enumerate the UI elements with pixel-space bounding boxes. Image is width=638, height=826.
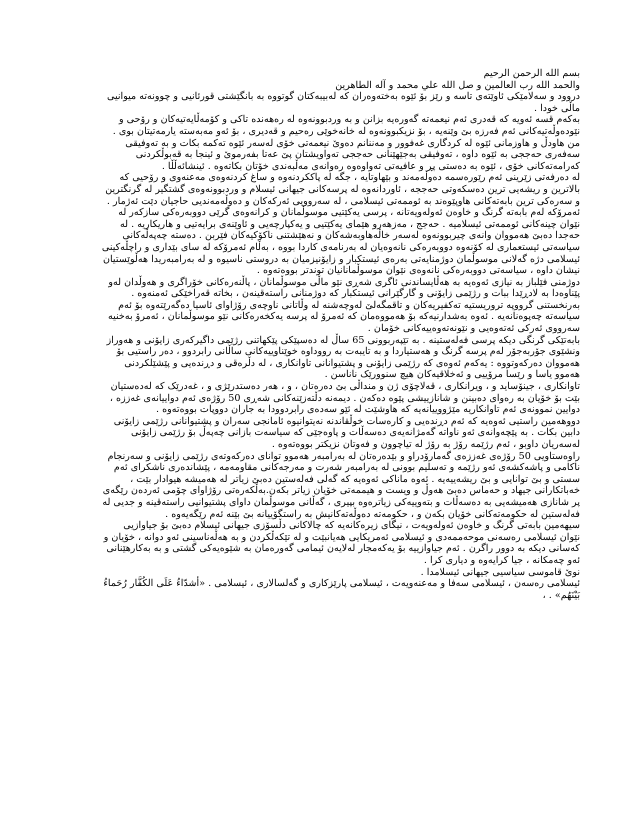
paragraph: بەکەم قسە ئەویە کە قەدری ئەم نیعمەتە گەورەیە بزانن و بە وردبوونەوە لە رەهەندە تاکی و کۆمەڵایەتیەکان و رۆحی و نێودەوڵەتیەکانی ئەم فەرزە بێ وێنەیە ، بۆ نزیکبوونەوە لە خانەخوێی رەحیم و قەدیری ، بۆ ئەو مەبەستە یارمەتیتان بوی . xyxy=(112,114,580,137)
closing-paragraph: ئیسلامی رەسەن ، ئیسلامی سەفا و مەعنەویەت ، ئیسلامی پارێزکاری و گەلسالاری ، ئیسلامی . «أشدّاءُ عَلَى الكُفَّار رُحَماءُ بَيْنَهُم» . ، xyxy=(103,578,580,601)
paragraph: نوێ قاموسی سیاسیی جیهانی ئیسلامدا . xyxy=(420,566,580,578)
paragraph: لە دەرفەتی زێرینی ئەم رێورەسمە دەوڵەمەند و بێهاوتایە ، جگە لە پاککردنەوە و ساغ کردنەوەی مەعنەوی و رۆحیی کە بالاترین و ریشەیی ترین دەسکەوتی حەججە ، ئاوردانەوە لە پرسەکانی جیهانی ئیسلام و وردبوونەوەی گشتگیر لە گرنگترین و سەرەکی ترین بابەتەکانی هاوپێوەند بە ئوممەتی ئیسلامی ، لە سەروویی ئەرکەکان و دەوڵەمەندیی حاجیان دێت ئەژمار . xyxy=(105,172,580,207)
paragraph: راوەستاویی 50 رۆژەی غەززەی گەمارۆدراو و بێدەرەتان لە بەرامبەر هەموو توانای دەرکەوتەی رژێمی زایۆنی و سەرنجام ناکامی و پاشەکشەی ئەو رژێمە و تەسلیم بوونی لە بەرامبەر شەرت و مەرجەکانی مقاومەمە ، پێشاندەری ناشکرای ئەم سستی و بێ توانایی و بێ ریشەییەیە . ئەوە ماناکی ئەوەیە کە گەلی فەلەستین دەبێ زیاتر لە هەمیشە هیوادار بێت ، خەباتکارانی جیهاد و حەماس دەبێ هەوڵ و ویست و هیممەتی خۆیان زیاتر بکەن.بەڵکەرەتی رۆژاوای چۆمی ئەردەن رێگەی پر شانازی هەمیشەیی بە دەسەڵات و بتەوییەکی زیاترەوە بپیری ، گەڵانی موسوڵمان داوای پشتیوانیی راستەقینە و جدیی لە فەلەستین لە حکومەتەکانی خۆیان بکەن و ، حکومەتە دەوڵەتەکانیش بە راستگۆییانە بێ بێنە ئەم رێگەیەوە . xyxy=(102,450,580,520)
paragraph: من هاودڵ و هاوزمانی ئێوە لە کردگاری غەفوور و مەننانم دەوێ نیعمەتی خۆی لەسەر ئێوە تەکمە بکات و بە تەوفیقی سەفەری حەججی بە ئێوە داوە ، تەوفیقی بەجێهێنانی حەججی تەواویشتان پێ عەتا بفەرموێ و ئینجا بە قەبوڵکردنی کەرامەتەکانی خۆی ، ئێوە بە دەستی پڕ و عافیەتی تەواوەوە رەوانەی مەڵبەندی خۆتان بکاتەوە . ئینشائەڵڵا . xyxy=(125,137,580,172)
praise-line: والحمد الله رب العالمين و صل الله علي محمد و آله الطاهرين xyxy=(335,79,580,91)
paragraph: دووهەمین راستیی ئەوەیە کە ئەم دڕندەیی و کارەسات خوڵقاندنە نەیتوانیوە ئامانجی سەران و پشتیوانانی رژێمی زایۆنی دابین بکات . بە پێچەوانەی ئەو ناواتە گەمژانەیەی دەسەڵات و پاوەجێی کە سیاسەت بازانی چەپەڵ بۆ رژێمی زایۆنی لەسەریان داوبو ، ئەم رژێمە رۆژ بە رۆژ لە تیاچوون و فەوتان نزیکتر بووەتەوە . xyxy=(113,415,580,450)
paragraph: تاوانکاری ، جینۆساید و ، ویرانکاری ، قەلاچۆی ژن و منداڵی بێ دەرەتان ، و ، هەر دەستدرێژی و ، غەدرێک کە لەدەستیان بێت بۆ خۆیان بە رەوای دەبینن و شانازییشی پێوە دەکەن . دیمەنە دڵتەزێنەکانی شەڕی 50 رۆژەی ئەم دواییانەی غەززە ، دوایین نموونەی ئەم تاوانکاریە مێژووییانەیە کە هاوشێت لە ئێو سەدەی رابردوودا بە جاران دووپات بووەتەوە . xyxy=(109,381,580,416)
paragraph: بابەتێکی گرنگی دیکە پرسی فەلەستینە . بە تێپەربوونی 65 ساڵ لە دەسپێکی پێکهاتنی رژێمی داگیرکەری زایۆنی و هەوراز ونشێوی جۆربەجۆر لەم پرسە گرنگ و هەستیاردا و بە تایبەت بە رووداوە خوێناوییەکانی ساڵانی رابردوو ، دەر راستیی بۆ هەمووان دەرکەوتووە : یەکەم ئەوەی کە رژێمی زایۆنی و پشتیوانانی تاوانکاری ، لە دڵرەقی و دڕندەیی و پێشێلکردنی هەموو یاسا و رێسا مرۆییی و ئەخلاقیەکان هیچ سنوورێک ناناسن . xyxy=(106,334,580,381)
paragraph: دروود و سەلامێکی ئاوێتەی تاسە و رێز بۆ ئێوە بەختەوەران کە لەبیبەکتان گوتووە بە بانگێشتی قورئانیی و چوونەتە میوانیی ماڵی خودا . xyxy=(106,91,580,114)
paragraph: دوژمنی فێلباز بە نیازی ئەوەیە بە هەڵایساندنی ئاگری شەڕی نێو ماڵی موسوڵمانان ، پاڵنەرەکانی خۆراگری و هەوڵدان لەو پێناوەدا بە لادڕێدا ببات و رژێمی زایۆنی و گارگێرانی ئیستکبار کە دوژمنانی راستەقینەن ، بخاتە قەراخێکی ئەمنەوە . بەرنخستنی گرووپە تروریستیە تەکفیریەکان و تاقمگەلێ لەوچەشنە لە وڵاتانی ناوچەی رۆژاوای ئاسیا دەگەرێتەوە بۆ ئەم سیاسەتە چەپوەنانەیە . ئەوە بەشدارنیەکە بۆ هەمووەمان کە ئەمرۆ لە پرسە یەکخەرەکانی نێو موسوڵمانان ، ئەمرۆ بەخنیە سەرووی ئەرکی ئەتەوەیی و نێونەتەوەییەکانی خۆمان . xyxy=(107,276,580,335)
basmala-line: بسم الله الرحمن الرحيم xyxy=(483,68,580,79)
paragraph: سیهەمین بابەتی گرنگ و خاوەن ئەولەویەت ، نیگای زیرەکانەیە کە چالاکانی دڵسۆزی جیهانی ئیسلام دەبێ بۆ جیاوازیی نێوان ئیسلامی رەسەنی موحەممەدی و ئیسلامی ئەمریکایی هەیانبێت و لە تێکەڵکردن و بە هەڵەناسینی ئەو دوانە ، خۆیان و کەسانی دیکە بە دوور راگرن . ئەم جیاوازییە بۆ یەکەمجار لەلایەن ئیمامی گەورەمان بە شێوەیەکی گشتی و بە بەکارهێنانی ئەو چەمکانە ، جیا کرایەوە و دیاری کرا . xyxy=(103,520,580,566)
paragraph: ئەمرۆکە لەم بابەتە گرنگ و خاوەن ئەولەویەتانە ، پرسی یەکێتیی موسوڵمانان و کرانەوەی گرێی دووبەرەکی سازکەر لە نێوان چینەکانی ئوممەتی ئیسلامیە . حەجج ، مەزهەرو هێمای یەکێتیی و یەکپارچەیی و ئاوێنەی برایەتیی و هاریکاریە . لە حەجدا دەبێ هەمووان وانەی چیربوونەوە لەسەر خاڵەهاوبەشەکان و نەهێشتنی ناکۆکیەکان فێربن . دەستە چەپەڵەکانی سیاسەتی ئیستعماری لە کۆنەوە دووبەرەکی نانەوەیان لە بەرنامەی کاردا بووە ، بەڵام ئەمرۆکە لە سای بێداری و راچڵەکینی ئیسلامی دژە گەلانی موسوڵمان دوژمنایەتی بەرەی ئیستکبار و زایۆنیزمیان بە دروستی ناسیوە و لە بەرامبەریدا هەڵوێستیان نیشان داوە ، سیاسەتی دووبەرەکی نانەوەی نێوان موسوڵمانانیان توندتر بووەتەوە . xyxy=(101,207,580,277)
document-body xyxy=(100,68,580,601)
